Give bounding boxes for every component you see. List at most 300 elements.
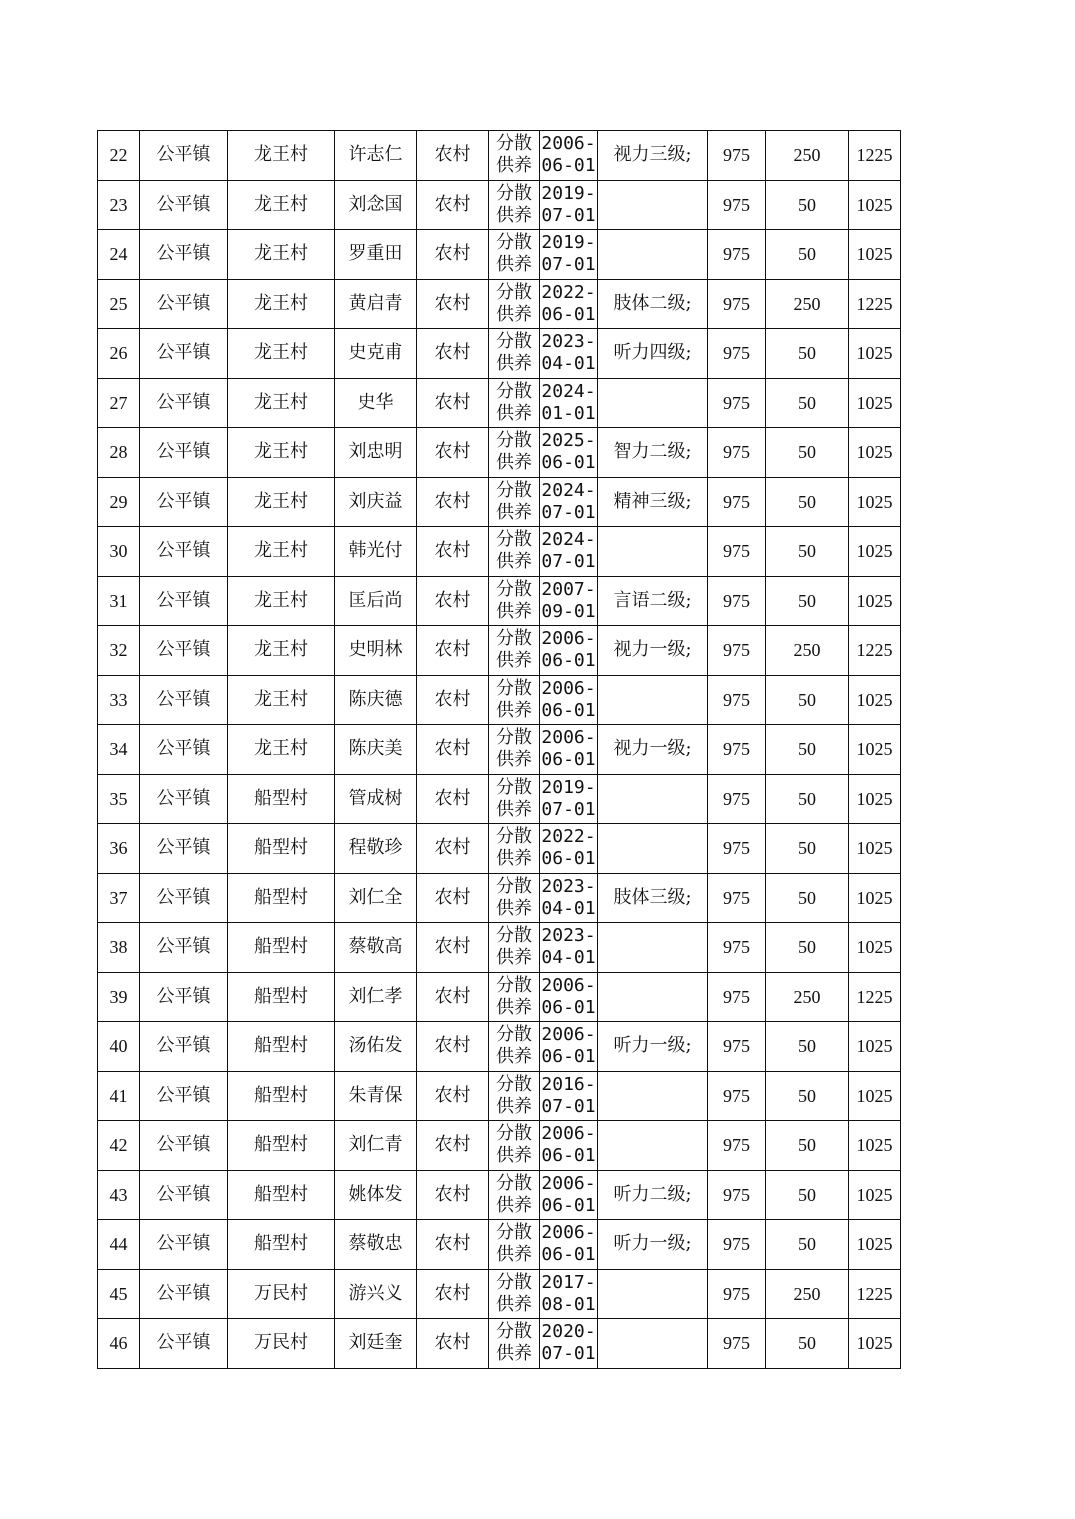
cell-serial-number: 25: [98, 279, 140, 329]
cell-support-mode-line-1: 分散: [496, 1123, 532, 1145]
cell-disability-level: 视力一级;: [598, 626, 708, 676]
cell-support-mode-line-2: 供养: [496, 996, 532, 1018]
cell-base-amount: 975: [708, 1071, 766, 1121]
cell-support-mode: [489, 1121, 540, 1171]
cell-support-mode: [489, 725, 540, 775]
cell-disability-level: [598, 1269, 708, 1319]
cell-start-date: [540, 329, 598, 379]
table-row: [98, 873, 901, 923]
cell-start-date-line-2: 09-01: [541, 600, 596, 622]
cell-serial-number: 30: [98, 527, 140, 577]
cell-disability-level: [598, 1121, 708, 1171]
cell-person-name: 陈庆德: [335, 675, 417, 725]
roster-table: [97, 130, 901, 1369]
cell-base-amount: 975: [708, 923, 766, 973]
cell-start-date: [540, 1170, 598, 1220]
cell-support-mode-line-1: 分散: [496, 578, 532, 600]
cell-serial-number: 34: [98, 725, 140, 775]
cell-start-date-line-2: 04-01: [541, 897, 596, 919]
cell-person-name: 管成树: [335, 774, 417, 824]
cell-disability-level: 肢体二级;: [598, 279, 708, 329]
cell-start-date: [540, 725, 598, 775]
cell-extra-amount: 250: [766, 626, 849, 676]
cell-start-date-line-1: 2006-: [541, 974, 596, 996]
cell-support-mode-line-1: 分散: [496, 1222, 532, 1244]
cell-start-date-line-1: 2023-: [541, 925, 596, 947]
cell-start-date-line-2: 06-01: [541, 452, 596, 474]
cell-support-mode-line-2: 供养: [496, 947, 532, 969]
cell-area-type: 农村: [417, 725, 489, 775]
cell-total-amount: 1025: [849, 1121, 901, 1171]
cell-support-mode-line-1: 分散: [496, 925, 532, 947]
cell-base-amount: 975: [708, 329, 766, 379]
cell-start-date: [540, 279, 598, 329]
cell-total-amount: 1225: [849, 279, 901, 329]
cell-start-date-line-1: 2023-: [541, 875, 596, 897]
cell-disability-level: 听力一级;: [598, 1022, 708, 1072]
cell-support-mode-line-1: 分散: [496, 1024, 532, 1046]
cell-support-mode-line-1: 分散: [496, 1073, 532, 1095]
table-row: [98, 923, 901, 973]
table-row: [98, 1121, 901, 1171]
cell-village: 龙王村: [228, 675, 335, 725]
cell-village: 龙王村: [228, 725, 335, 775]
cell-serial-number: 37: [98, 873, 140, 923]
cell-support-mode: [489, 180, 540, 230]
cell-start-date: [540, 378, 598, 428]
table-row: [98, 1170, 901, 1220]
cell-support-mode-line-2: 供养: [496, 1095, 532, 1117]
cell-start-date-line-2: 01-01: [541, 402, 596, 424]
cell-town: 公平镇: [140, 180, 228, 230]
cell-start-date-line-1: 2006-: [541, 1172, 596, 1194]
cell-town: 公平镇: [140, 1319, 228, 1369]
cell-person-name: 罗重田: [335, 230, 417, 280]
cell-extra-amount: 50: [766, 329, 849, 379]
cell-support-mode: [489, 626, 540, 676]
cell-area-type: 农村: [417, 972, 489, 1022]
cell-disability-level: 言语二级;: [598, 576, 708, 626]
cell-village: 龙王村: [228, 477, 335, 527]
cell-total-amount: 1025: [849, 230, 901, 280]
cell-person-name: 史明林: [335, 626, 417, 676]
cell-disability-level: [598, 923, 708, 973]
cell-base-amount: 975: [708, 774, 766, 824]
table-row: [98, 477, 901, 527]
cell-disability-level: [598, 1071, 708, 1121]
cell-serial-number: 44: [98, 1220, 140, 1270]
cell-start-date-line-2: 06-01: [541, 303, 596, 325]
cell-start-date-line-2: 07-01: [541, 798, 596, 820]
cell-disability-level: [598, 1319, 708, 1369]
cell-person-name: 刘仁青: [335, 1121, 417, 1171]
cell-start-date-line-2: 04-01: [541, 353, 596, 375]
cell-disability-level: 听力四级;: [598, 329, 708, 379]
cell-town: 公平镇: [140, 1269, 228, 1319]
cell-town: 公平镇: [140, 230, 228, 280]
cell-town: 公平镇: [140, 1121, 228, 1171]
cell-start-date: [540, 477, 598, 527]
cell-area-type: 农村: [417, 1269, 489, 1319]
cell-base-amount: 975: [708, 1022, 766, 1072]
cell-town: 公平镇: [140, 477, 228, 527]
table-row: [98, 1319, 901, 1369]
cell-person-name: 姚体发: [335, 1170, 417, 1220]
cell-person-name: 程敬珍: [335, 824, 417, 874]
cell-person-name: 史华: [335, 378, 417, 428]
cell-support-mode-line-1: 分散: [496, 727, 532, 749]
cell-serial-number: 46: [98, 1319, 140, 1369]
cell-support-mode-line-1: 分散: [496, 628, 532, 650]
cell-support-mode-line-2: 供养: [496, 1293, 532, 1315]
cell-start-date-line-2: 07-01: [541, 204, 596, 226]
cell-disability-level: 智力二级;: [598, 428, 708, 478]
table-row: [98, 1022, 901, 1072]
cell-total-amount: 1225: [849, 131, 901, 181]
cell-person-name: 蔡敬忠: [335, 1220, 417, 1270]
cell-support-mode-line-2: 供养: [496, 402, 532, 424]
cell-start-date: [540, 774, 598, 824]
cell-start-date-line-2: 06-01: [541, 1244, 596, 1266]
cell-town: 公平镇: [140, 824, 228, 874]
cell-extra-amount: 50: [766, 774, 849, 824]
cell-start-date-line-1: 2024-: [541, 380, 596, 402]
cell-start-date-line-1: 2016-: [541, 1073, 596, 1095]
cell-serial-number: 22: [98, 131, 140, 181]
cell-base-amount: 975: [708, 477, 766, 527]
cell-person-name: 刘忠明: [335, 428, 417, 478]
cell-town: 公平镇: [140, 923, 228, 973]
table-row: [98, 972, 901, 1022]
cell-support-mode-line-2: 供养: [496, 749, 532, 771]
cell-start-date-line-2: 04-01: [541, 947, 596, 969]
cell-start-date-line-2: 06-01: [541, 996, 596, 1018]
cell-area-type: 农村: [417, 279, 489, 329]
cell-area-type: 农村: [417, 923, 489, 973]
cell-extra-amount: 50: [766, 576, 849, 626]
cell-extra-amount: 250: [766, 131, 849, 181]
cell-extra-amount: 50: [766, 1319, 849, 1369]
cell-start-date-line-2: 06-01: [541, 749, 596, 771]
cell-extra-amount: 50: [766, 725, 849, 775]
cell-base-amount: 975: [708, 230, 766, 280]
cell-extra-amount: 50: [766, 1121, 849, 1171]
cell-extra-amount: 50: [766, 824, 849, 874]
cell-total-amount: 1025: [849, 527, 901, 577]
cell-support-mode-line-2: 供养: [496, 204, 532, 226]
cell-start-date-line-1: 2020-: [541, 1321, 596, 1343]
cell-support-mode-line-2: 供养: [496, 897, 532, 919]
cell-total-amount: 1025: [849, 675, 901, 725]
cell-start-date: [540, 923, 598, 973]
table-row: [98, 329, 901, 379]
cell-total-amount: 1025: [849, 1220, 901, 1270]
cell-extra-amount: 50: [766, 477, 849, 527]
cell-start-date: [540, 626, 598, 676]
cell-total-amount: 1025: [849, 576, 901, 626]
cell-area-type: 农村: [417, 230, 489, 280]
cell-start-date-line-2: 07-01: [541, 501, 596, 523]
cell-serial-number: 38: [98, 923, 140, 973]
cell-start-date: [540, 972, 598, 1022]
cell-village: 龙王村: [228, 329, 335, 379]
cell-extra-amount: 50: [766, 1022, 849, 1072]
cell-extra-amount: 250: [766, 279, 849, 329]
cell-start-date-line-1: 2019-: [541, 776, 596, 798]
cell-person-name: 韩光付: [335, 527, 417, 577]
cell-support-mode: [489, 1170, 540, 1220]
cell-village: 万民村: [228, 1319, 335, 1369]
cell-support-mode-line-2: 供养: [496, 1046, 532, 1068]
cell-start-date-line-1: 2024-: [541, 529, 596, 551]
cell-total-amount: 1025: [849, 725, 901, 775]
cell-start-date-line-2: 07-01: [541, 254, 596, 276]
cell-area-type: 农村: [417, 675, 489, 725]
cell-support-mode-line-1: 分散: [496, 1271, 532, 1293]
cell-support-mode-line-1: 分散: [496, 430, 532, 452]
cell-support-mode-line-1: 分散: [496, 875, 532, 897]
cell-serial-number: 31: [98, 576, 140, 626]
cell-area-type: 农村: [417, 774, 489, 824]
table-row: [98, 428, 901, 478]
cell-village: 龙王村: [228, 279, 335, 329]
cell-base-amount: 975: [708, 428, 766, 478]
cell-person-name: 黄启青: [335, 279, 417, 329]
cell-person-name: 刘念国: [335, 180, 417, 230]
cell-support-mode-line-2: 供养: [496, 798, 532, 820]
cell-start-date-line-2: 07-01: [541, 551, 596, 573]
cell-start-date: [540, 428, 598, 478]
cell-support-mode-line-1: 分散: [496, 1172, 532, 1194]
cell-support-mode: [489, 279, 540, 329]
cell-support-mode-line-2: 供养: [496, 1343, 532, 1365]
cell-disability-level: [598, 180, 708, 230]
cell-extra-amount: 50: [766, 527, 849, 577]
cell-town: 公平镇: [140, 428, 228, 478]
cell-town: 公平镇: [140, 774, 228, 824]
cell-support-mode-line-1: 分散: [496, 776, 532, 798]
cell-area-type: 农村: [417, 873, 489, 923]
cell-total-amount: 1025: [849, 1022, 901, 1072]
cell-village: 船型村: [228, 1022, 335, 1072]
cell-serial-number: 28: [98, 428, 140, 478]
cell-disability-level: 精神三级;: [598, 477, 708, 527]
cell-serial-number: 23: [98, 180, 140, 230]
table-row: [98, 180, 901, 230]
cell-start-date-line-2: 06-01: [541, 848, 596, 870]
cell-town: 公平镇: [140, 378, 228, 428]
cell-start-date-line-1: 2006-: [541, 1123, 596, 1145]
cell-start-date-line-1: 2023-: [541, 331, 596, 353]
cell-start-date-line-1: 2025-: [541, 430, 596, 452]
cell-area-type: 农村: [417, 824, 489, 874]
cell-start-date-line-2: 06-01: [541, 1046, 596, 1068]
cell-support-mode: [489, 774, 540, 824]
cell-start-date: [540, 230, 598, 280]
table-row: [98, 1220, 901, 1270]
cell-support-mode: [489, 873, 540, 923]
cell-village: 龙王村: [228, 378, 335, 428]
cell-serial-number: 27: [98, 378, 140, 428]
cell-serial-number: 45: [98, 1269, 140, 1319]
cell-area-type: 农村: [417, 1220, 489, 1270]
cell-total-amount: 1025: [849, 824, 901, 874]
cell-start-date-line-1: 2024-: [541, 479, 596, 501]
cell-village: 船型村: [228, 824, 335, 874]
cell-serial-number: 32: [98, 626, 140, 676]
table-row: [98, 378, 901, 428]
cell-serial-number: 26: [98, 329, 140, 379]
table-row: [98, 626, 901, 676]
cell-support-mode: [489, 1269, 540, 1319]
cell-village: 龙王村: [228, 180, 335, 230]
cell-extra-amount: 250: [766, 1269, 849, 1319]
cell-extra-amount: 50: [766, 675, 849, 725]
cell-disability-level: [598, 824, 708, 874]
cell-area-type: 农村: [417, 477, 489, 527]
cell-disability-level: [598, 675, 708, 725]
cell-start-date-line-1: 2017-: [541, 1271, 596, 1293]
table-row: [98, 527, 901, 577]
cell-serial-number: 33: [98, 675, 140, 725]
cell-total-amount: 1025: [849, 180, 901, 230]
cell-town: 公平镇: [140, 725, 228, 775]
cell-start-date-line-1: 2006-: [541, 628, 596, 650]
cell-base-amount: 975: [708, 378, 766, 428]
cell-disability-level: [598, 527, 708, 577]
cell-disability-level: 视力一级;: [598, 725, 708, 775]
cell-start-date-line-2: 06-01: [541, 1194, 596, 1216]
cell-person-name: 刘庆益: [335, 477, 417, 527]
cell-start-date-line-1: 2019-: [541, 182, 596, 204]
table-row: [98, 824, 901, 874]
cell-extra-amount: 50: [766, 230, 849, 280]
cell-total-amount: 1025: [849, 428, 901, 478]
cell-support-mode-line-2: 供养: [496, 699, 532, 721]
cell-start-date: [540, 576, 598, 626]
cell-support-mode-line-2: 供养: [496, 551, 532, 573]
cell-start-date: [540, 1220, 598, 1270]
cell-total-amount: 1025: [849, 923, 901, 973]
cell-area-type: 农村: [417, 626, 489, 676]
cell-start-date: [540, 131, 598, 181]
cell-support-mode: [489, 1319, 540, 1369]
cell-support-mode: [489, 1220, 540, 1270]
cell-total-amount: 1225: [849, 626, 901, 676]
cell-start-date-line-2: 07-01: [541, 1343, 596, 1365]
cell-serial-number: 35: [98, 774, 140, 824]
cell-start-date: [540, 1319, 598, 1369]
cell-total-amount: 1025: [849, 873, 901, 923]
cell-support-mode: [489, 230, 540, 280]
cell-support-mode: [489, 972, 540, 1022]
cell-area-type: 农村: [417, 1121, 489, 1171]
table-row: [98, 1269, 901, 1319]
cell-extra-amount: 50: [766, 1220, 849, 1270]
cell-support-mode: [489, 428, 540, 478]
cell-base-amount: 975: [708, 131, 766, 181]
cell-start-date-line-2: 07-01: [541, 1095, 596, 1117]
cell-person-name: 许志仁: [335, 131, 417, 181]
cell-area-type: 农村: [417, 576, 489, 626]
cell-base-amount: 975: [708, 279, 766, 329]
cell-base-amount: 975: [708, 824, 766, 874]
cell-serial-number: 29: [98, 477, 140, 527]
cell-disability-level: 肢体三级;: [598, 873, 708, 923]
cell-village: 船型村: [228, 774, 335, 824]
cell-base-amount: 975: [708, 1170, 766, 1220]
cell-area-type: 农村: [417, 527, 489, 577]
cell-start-date-line-1: 2006-: [541, 727, 596, 749]
cell-total-amount: 1225: [849, 972, 901, 1022]
cell-area-type: 农村: [417, 329, 489, 379]
cell-support-mode-line-1: 分散: [496, 1321, 532, 1343]
cell-support-mode: [489, 131, 540, 181]
cell-base-amount: 975: [708, 576, 766, 626]
table-row: [98, 725, 901, 775]
cell-village: 船型村: [228, 873, 335, 923]
cell-area-type: 农村: [417, 1022, 489, 1072]
cell-start-date-line-1: 2006-: [541, 1222, 596, 1244]
cell-village: 龙王村: [228, 527, 335, 577]
cell-support-mode-line-2: 供养: [496, 848, 532, 870]
cell-start-date: [540, 1071, 598, 1121]
cell-serial-number: 39: [98, 972, 140, 1022]
cell-town: 公平镇: [140, 576, 228, 626]
cell-area-type: 农村: [417, 428, 489, 478]
cell-serial-number: 41: [98, 1071, 140, 1121]
cell-support-mode-line-1: 分散: [496, 380, 532, 402]
cell-support-mode-line-1: 分散: [496, 182, 532, 204]
cell-village: 船型村: [228, 1170, 335, 1220]
cell-support-mode: [489, 329, 540, 379]
cell-start-date-line-1: 2022-: [541, 826, 596, 848]
cell-town: 公平镇: [140, 1022, 228, 1072]
cell-start-date: [540, 873, 598, 923]
table-row: [98, 230, 901, 280]
cell-extra-amount: 50: [766, 378, 849, 428]
cell-support-mode-line-2: 供养: [496, 650, 532, 672]
cell-start-date-line-2: 06-01: [541, 1145, 596, 1167]
cell-base-amount: 975: [708, 725, 766, 775]
cell-person-name: 游兴义: [335, 1269, 417, 1319]
cell-disability-level: 视力三级;: [598, 131, 708, 181]
table-row: [98, 1071, 901, 1121]
cell-town: 公平镇: [140, 1170, 228, 1220]
cell-village: 船型村: [228, 1220, 335, 1270]
cell-town: 公平镇: [140, 1220, 228, 1270]
table-row: [98, 279, 901, 329]
cell-area-type: 农村: [417, 1170, 489, 1220]
cell-support-mode: [489, 527, 540, 577]
cell-start-date-line-1: 2006-: [541, 1024, 596, 1046]
cell-support-mode: [489, 1022, 540, 1072]
cell-extra-amount: 250: [766, 972, 849, 1022]
cell-village: 船型村: [228, 923, 335, 973]
cell-area-type: 农村: [417, 131, 489, 181]
cell-support-mode-line-1: 分散: [496, 232, 532, 254]
cell-base-amount: 975: [708, 1269, 766, 1319]
cell-town: 公平镇: [140, 626, 228, 676]
cell-town: 公平镇: [140, 329, 228, 379]
cell-support-mode-line-1: 分散: [496, 331, 532, 353]
cell-disability-level: [598, 230, 708, 280]
cell-extra-amount: 50: [766, 180, 849, 230]
cell-area-type: 农村: [417, 1319, 489, 1369]
cell-start-date-line-1: 2007-: [541, 578, 596, 600]
cell-start-date: [540, 1022, 598, 1072]
cell-total-amount: 1025: [849, 329, 901, 379]
